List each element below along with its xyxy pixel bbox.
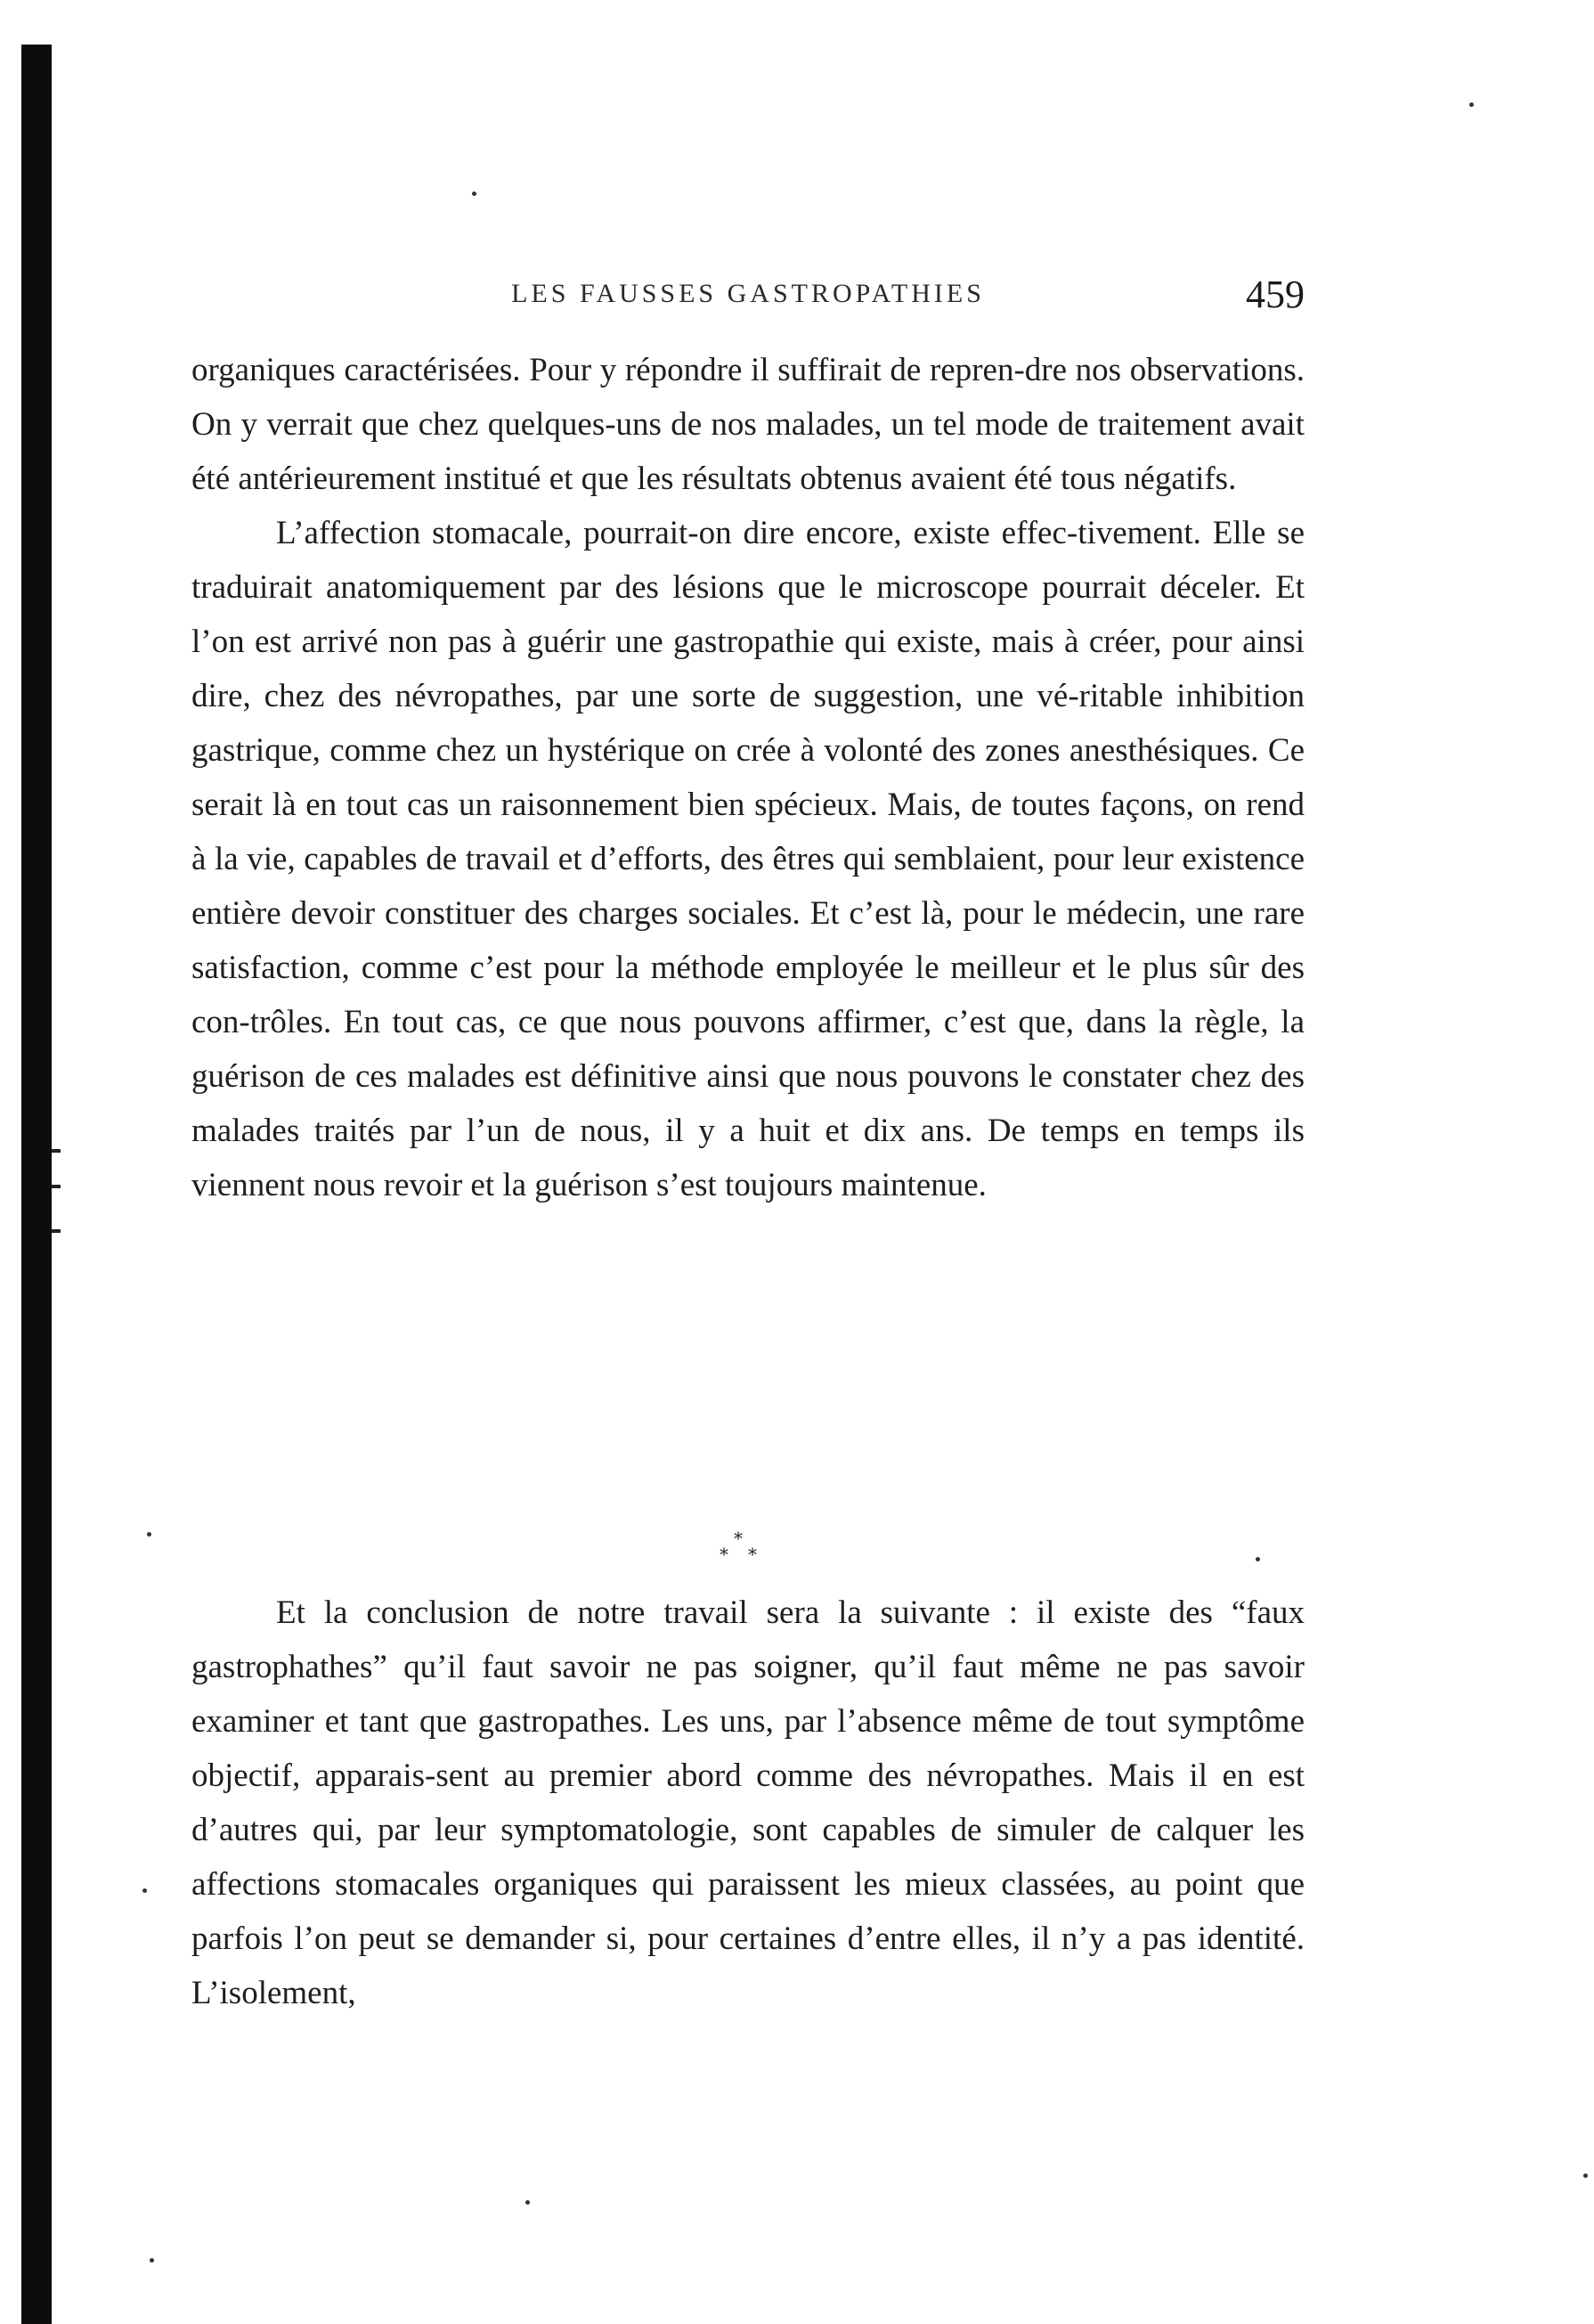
binding-nick: [52, 1149, 61, 1153]
paper-speck: [1583, 2173, 1588, 2178]
paper-speck: [472, 192, 476, 196]
asterism-star: *: [720, 1544, 728, 1565]
binding-nick: [52, 1229, 61, 1233]
paper-speck: [147, 1532, 151, 1537]
asterism-divider: [703, 1528, 775, 1572]
paper-speck: [1256, 1557, 1260, 1562]
asterism-star: *: [734, 1528, 743, 1549]
paper-speck: [525, 2200, 530, 2205]
binding-shadow: [21, 45, 52, 2324]
asterism-star: *: [748, 1544, 757, 1565]
paragraph: L’affection stomacale, pourrait-on dire encore, existe effec-tivement. Elle se traduirait anatomiquement par des lésions que le microscope pourrait déceler. Et l’on est arrivé non pas à guérir une gastropathie qui existe, mais à créer, pour ainsi dire, chez des névropathes, par une sorte de suggestion, une vé-ritable inhibition gastrique, comme chez un hystérique on crée à volonté des zones anesthésiques. Ce serait là en tout cas un raisonnement bien spécieux. Mais, de toutes façons, on rend à la vie, capables de travail et d’efforts, des êtres qui semblaient, pour leur existence entière devoir constituer des charges sociales. Et c’est là, pour le médecin, une rare satisfaction, comme c’est pour la méthode employée le meilleur et le plus sûr des con-trôles. En tout cas, ce que nous pouvons affirmer, c’est que, dans la règle, la guérison de ces malades est définitive ainsi que nous pouvons le constater chez des malades traités par l’un de nous, il y a huit et dix ans. De temps en temps ils viennent nous revoir et la guérison s’est toujours maintenue.: [191, 515, 1305, 1203]
running-head: LES FAUSSES GASTROPATHIES: [511, 279, 985, 308]
text-block-bottom: [191, 1586, 1305, 2020]
paragraph: organiques caractérisées. Pour y répondre il suffirait de repren-dre nos observations. On y verrait que chez quelques-uns de nos malades, un tel mode de traitement avait été antérieurement institué et que les résultats obtenus avaient été tous négatifs.: [191, 352, 1305, 497]
text-block-top: [191, 343, 1305, 1212]
paper-speck: [1469, 102, 1474, 107]
page-header: [191, 272, 1305, 325]
paper-speck: [142, 1888, 147, 1893]
page-number: 459: [1246, 273, 1305, 316]
binding-nick: [52, 1185, 61, 1188]
paragraph: Et la conclusion de notre travail sera la suivante : il existe des “faux gastrophathes” qu’il faut savoir ne pas soigner, qu’il faut même ne pas savoir examiner et tant que gastropathes. Les uns, par l’absence même de tout symptôme objectif, apparais-sent au premier abord comme des névropathes. Mais il en est d’autres qui, par leur symptomatologie, sont capables de simuler de calquer les affections stomacales organiques qui paraissent les mieux classées, au point que parfois l’on peut se demander si, pour certaines d’entre elles, il n’y a pas identité. L’isolement,: [191, 1594, 1305, 2011]
paper-speck: [150, 2258, 154, 2263]
